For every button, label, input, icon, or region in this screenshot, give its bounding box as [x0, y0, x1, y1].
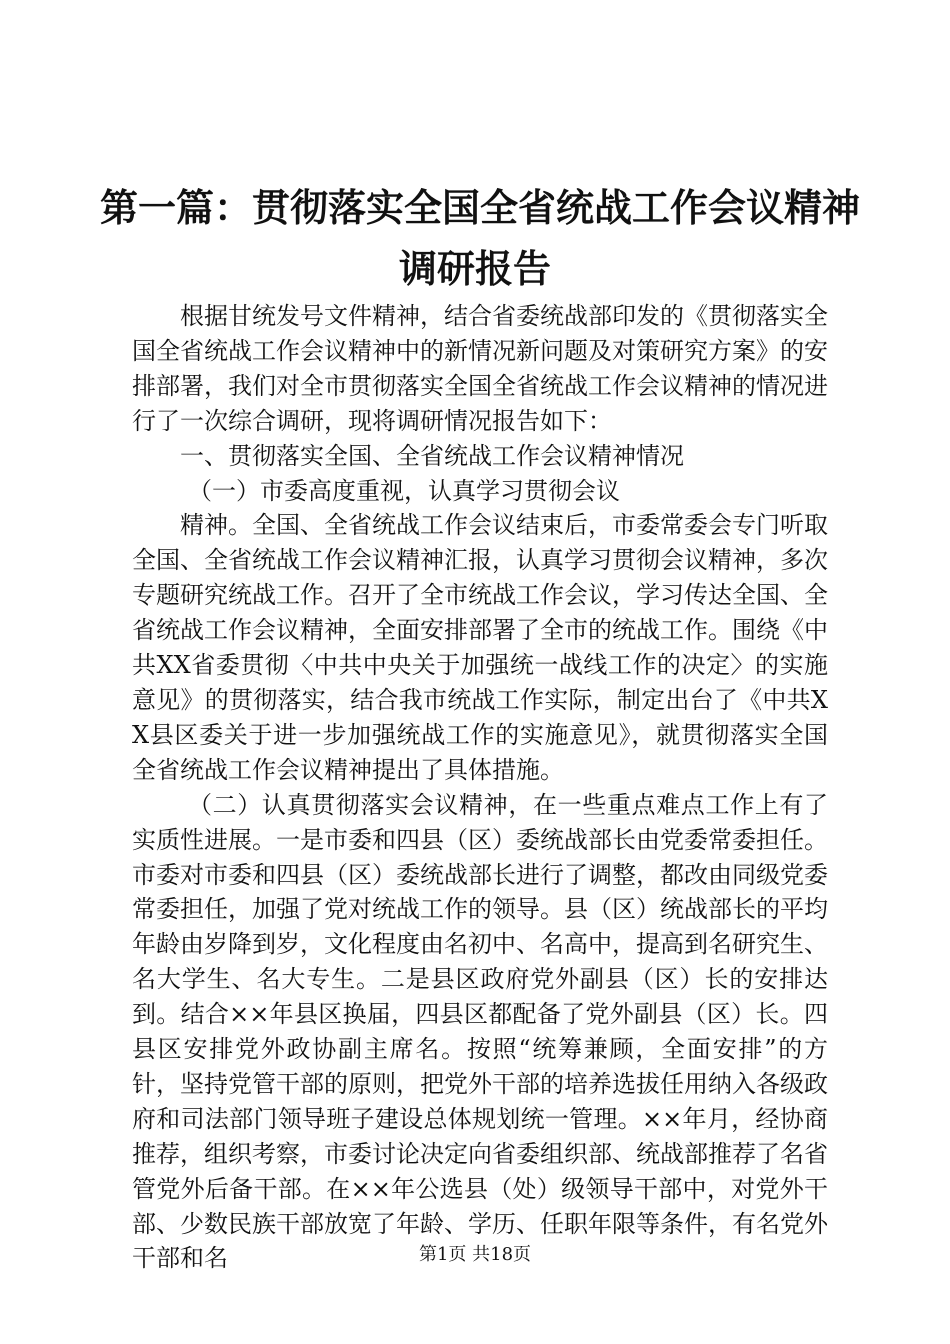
paragraph-body-1: 精神。全国、全省统战工作会议结束后，市委常委会专门听取全国、全省统战工作会议精神汇报，认真学习贯彻会议精神，多次专题研究统战工作。召开了全市统战工作会议，学习传达全国、全省统战工作会议精神，全面安排部署了全市的统战工作。围绕《中共XX省委贯彻〈中共中央关于加强统一战线工作的决定〉的实施意见》的贯彻落实，结合我市统战工作实际，制定出台了《中共XX县区委关于进一步加强统战工作的实施意见》，就贯彻落实全国全省统战工作会议精神提出了具体措施。 [132, 511, 828, 784]
paragraph-intro: 根据甘统发号文件精神，结合省委统战部印发的《贯彻落实全国全省统战工作会议精神中的新情况新问题及对策研究方案》的安排部署，我们对全市贯彻落实全国全省统战工作会议精神的情况进行了一次综合调研，现将调研情况报告如下： [132, 302, 828, 435]
document-title-line1: 第一篇：贯彻落实全国全省统战工作会议精神 [100, 185, 861, 230]
document-title-line2: 调研报告 [398, 246, 551, 291]
page-footer: 第1页 共18页 [418, 1244, 532, 1265]
paragraph-body-2: （二）认真贯彻落实会议精神，在一些重点难点工作上有了实质性进展。一是市委和四县（区）委统战部长由党委常委担任。市委对市委和四县（区）委统战部长进行了调整，都改由同级党委常委担任，加强了党对统战工作的领导。县（区）统战部长的平均年龄由岁降到岁，文化程度由名初中、名高中，提高到名研究生、名大学生、名大专生。二是县区政府党外副县（区）长的安排达到。结合××年县区换届，四县区都配备了党外副县（区）长。四县区安排党外政协副主席名。按照“统筹兼顾，全面安排”的方针，坚持党管干部的原则，把党外干部的培养选拔任用纳入各级政府和司法部门领导班子建设总体规划统一管理。××年月，经协商推荐，组织考察，市委讨论决定向省委组织部、统战部推荐了名省管党外后备干部。在××年公选县（处）级领导干部中，对党外干部、少数民族干部放宽了年龄、学历、任职年限等条件，有名党外干部和名 [132, 790, 828, 1273]
document-body [132, 299, 828, 1276]
section-heading-1: 一、贯彻落实全国、全省统战工作会议精神情况 [180, 441, 684, 470]
subsection-heading-1: （一）市委高度重视，认真学习贯彻会议 [188, 476, 620, 505]
